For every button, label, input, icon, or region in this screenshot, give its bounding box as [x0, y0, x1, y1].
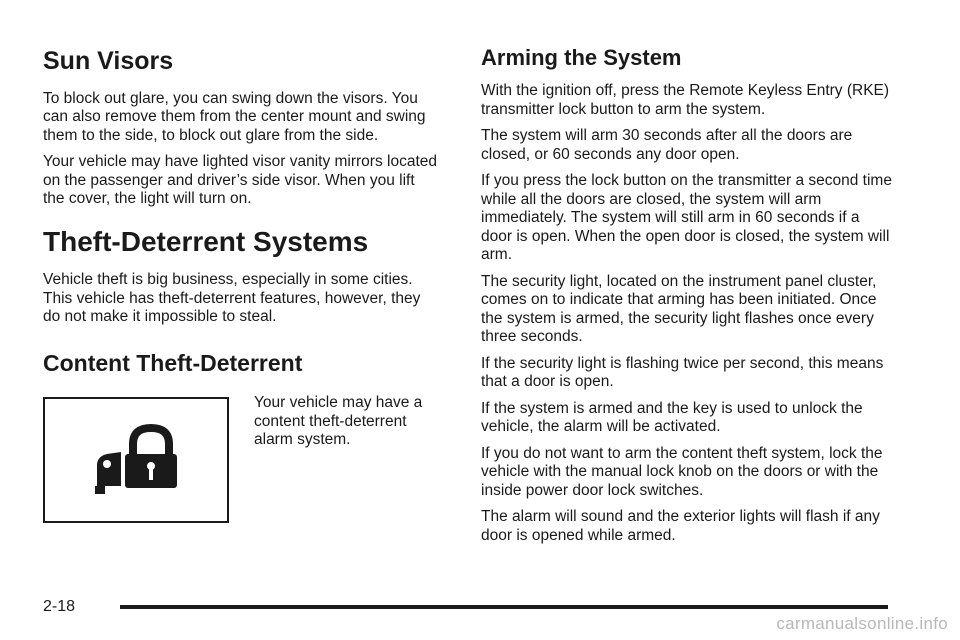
content-theft-heading: Content Theft-Deterrent — [43, 349, 303, 376]
content-theft-block — [43, 394, 439, 534]
right-column — [481, 40, 893, 553]
security-light-icon-frame — [43, 397, 229, 523]
security-lock-car-icon — [91, 424, 181, 496]
arming-paragraph-2: The system will arm 30 seconds after all the doors are closed, or 60 seconds any door open. — [481, 127, 853, 163]
page-number: 2-18 — [43, 598, 76, 615]
arming-paragraph-7: If you do not want to arm the content theft system, lock the vehicle with the manual lock knob on the doors or with the inside power door lock switches. — [481, 444, 883, 499]
sun-visors-paragraph-1: To block out glare, you can swing down the visors. You can also remove them from the center mount and swing them to the side, to block out glare from the side. — [43, 89, 426, 144]
content-theft-text: Your vehicle may have a content theft-deterrent alarm system. — [254, 394, 423, 449]
arming-paragraph-1: With the ignition off, press the Remote Keyless Entry (RKE) transmitter lock button to arm the system. — [481, 82, 890, 118]
sun-visors-paragraph-2: Your vehicle may have lighted visor vanity mirrors located on the passenger and driver’s side visor. When you lift the cover, the light will turn on. — [43, 153, 437, 207]
left-column — [43, 40, 439, 534]
footer-rule — [120, 605, 888, 609]
theft-deterrent-paragraph: Vehicle theft is big business, especially in some cities. This vehicle has theft-deterrent features, however, they do not make it impossible to steal. — [43, 271, 421, 326]
arming-paragraph-3: If you press the lock button on the transmitter a second time while all the doors are closed, the system will arm immediately. The system will still arm in 60 seconds if a door is open. When the open door is closed, the system will arm. — [481, 172, 892, 264]
watermark: carmanualsonline.info — [776, 614, 948, 633]
arming-heading: Arming the System — [481, 45, 682, 70]
page-footer — [43, 590, 888, 620]
arming-paragraph-4: The security light, located on the instrument panel cluster, comes on to indicate that arming has been initiated. Once the system is armed, the security light flashes once every three seconds. — [481, 272, 877, 346]
theft-deterrent-heading: Theft-Deterrent Systems — [43, 225, 369, 257]
arming-paragraph-6: If the system is armed and the key is used to unlock the vehicle, the alarm will be activated. — [481, 399, 863, 436]
sun-visors-heading: Sun Visors — [43, 47, 174, 75]
arming-paragraph-8: The alarm will sound and the exterior lights will flash if any door is opened while armed. — [481, 508, 880, 544]
arming-paragraph-5: If the security light is flashing twice per second, this means that a door is open. — [481, 354, 884, 391]
